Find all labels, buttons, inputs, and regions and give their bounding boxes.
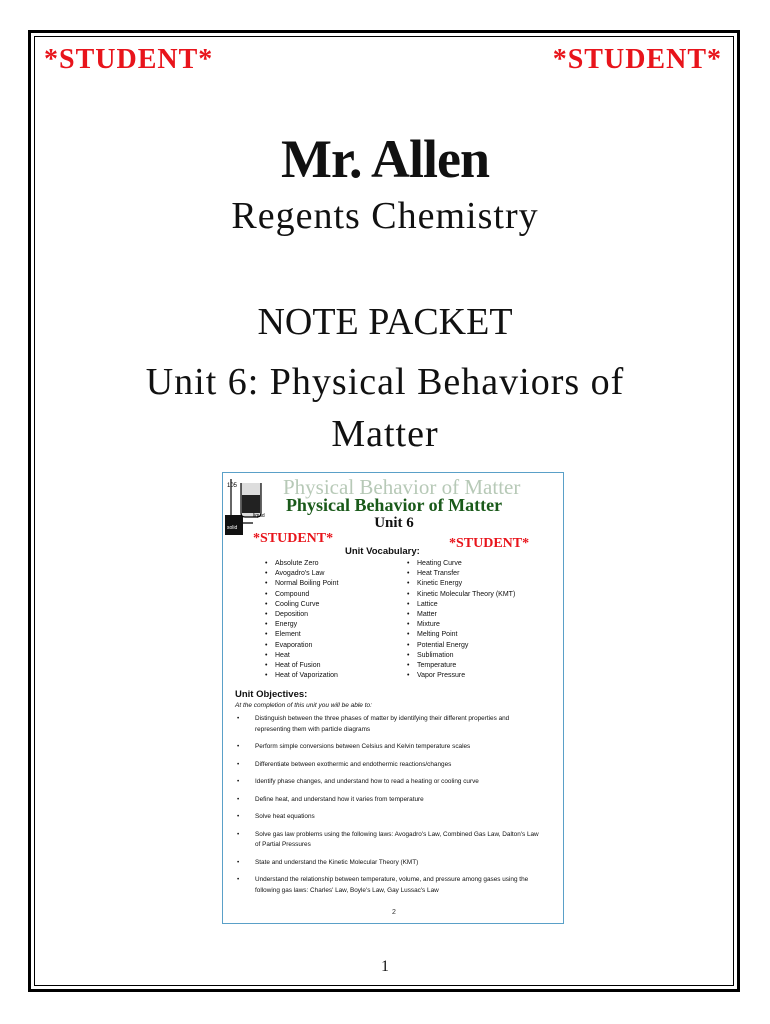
objective-item: • Solve heat equations	[235, 812, 545, 823]
vocabulary-item: • Energy	[265, 620, 338, 630]
objective-item: • Differentiate between exothermic and endothermic reactions/changes	[235, 760, 545, 771]
vocabulary-item: • Heat of Fusion	[265, 661, 338, 671]
vocabulary-item: • Heating Curve	[407, 559, 515, 569]
objective-item: • Solve gas law problems using the following laws: Avogadro's Law, Combined Gas Law, Dalton's Law of Partial Pressures	[235, 830, 545, 851]
packet-title: NOTE PACKET	[257, 301, 513, 343]
vocabulary-item: • Lattice	[407, 600, 515, 610]
teacher-name: Mr. Allen	[280, 129, 489, 189]
vocabulary-item: • Element	[265, 630, 338, 640]
objectives-heading: Unit Objectives:	[235, 689, 308, 700]
thumbnail-title: Physical Behavior of Matter	[285, 495, 503, 515]
objective-item: • Identify phase changes, and understand how to read a heating or cooling curve	[235, 777, 545, 788]
vocabulary-item: • Temperature	[407, 661, 515, 671]
vocabulary-item: • Sublimation	[407, 651, 515, 661]
student-label-left: *STUDENT*	[44, 44, 214, 75]
vocabulary-item: • Kinetic Energy	[407, 579, 515, 589]
objectives-list	[235, 714, 545, 903]
unit-overview-thumbnail	[222, 472, 564, 924]
thumbnail-student-left: *STUDENT*	[253, 531, 334, 546]
vocabulary-item: • Avogadro's Law	[265, 569, 338, 579]
vocabulary-item: • Normal Boiling Point	[265, 579, 338, 589]
objective-item: • Distinguish between the three phases of matter by identifying their different properties and representing them with particle diagrams	[235, 714, 545, 735]
objectives-intro: At the completion of this unit you will be able to:	[235, 702, 372, 709]
vocabulary-item: • Potential Energy	[407, 641, 515, 651]
beaker-label-2: solid	[227, 525, 238, 531]
vocabulary-item: • Deposition	[265, 610, 338, 620]
vocabulary-item: • Matter	[407, 610, 515, 620]
vocabulary-item: • Cooling Curve	[265, 600, 338, 610]
objective-item: • Define heat, and understand how it varies from temperature	[235, 795, 545, 806]
thumbnail-page-number: 2	[392, 909, 396, 916]
vocabulary-item: • Evaporation	[265, 641, 338, 651]
unit-title: Unit 6: Physical Behaviors of Matter	[145, 361, 625, 455]
student-label-right: *STUDENT*	[552, 44, 722, 75]
beaker-label-0: 105	[227, 483, 238, 489]
vocabulary-column-2	[407, 559, 515, 681]
thumbnail-student-right: *STUDENT*	[449, 536, 530, 551]
objective-item: • Perform simple conversions between Celsius and Kelvin temperature scales	[235, 742, 545, 753]
vocabulary-item: • Heat of Vaporization	[265, 671, 338, 681]
thumbnail-ghost-title: Physical Behavior of Matter	[283, 475, 521, 499]
objective-item: • State and understand the Kinetic Molecular Theory (KMT)	[235, 858, 545, 869]
vocabulary-item: • Heat	[265, 651, 338, 661]
vocabulary-item: • Vapor Pressure	[407, 671, 515, 681]
thumbnail-unit: Unit 6	[374, 515, 414, 531]
course-subject: Regents Chemistry	[231, 195, 539, 237]
vocabulary-item: • Melting Point	[407, 630, 515, 640]
objective-item: • Understand the relationship between temperature, volume, and pressure among gases using the following gas laws: Charles' Law, Boyle's Law, Gay Lussac's Law	[235, 875, 545, 896]
vocabulary-item: • Absolute Zero	[265, 559, 338, 569]
vocabulary-item: • Kinetic Molecular Theory (KMT)	[407, 590, 515, 600]
vocabulary-heading: Unit Vocabulary:	[345, 546, 420, 557]
vocabulary-column-1	[265, 559, 338, 681]
vocabulary-item: • Heat Transfer	[407, 569, 515, 579]
page-number: 1	[381, 958, 389, 975]
vocabulary-item: • Mixture	[407, 620, 515, 630]
beaker-label-1: liquid	[253, 513, 265, 519]
vocabulary-item: • Compound	[265, 590, 338, 600]
